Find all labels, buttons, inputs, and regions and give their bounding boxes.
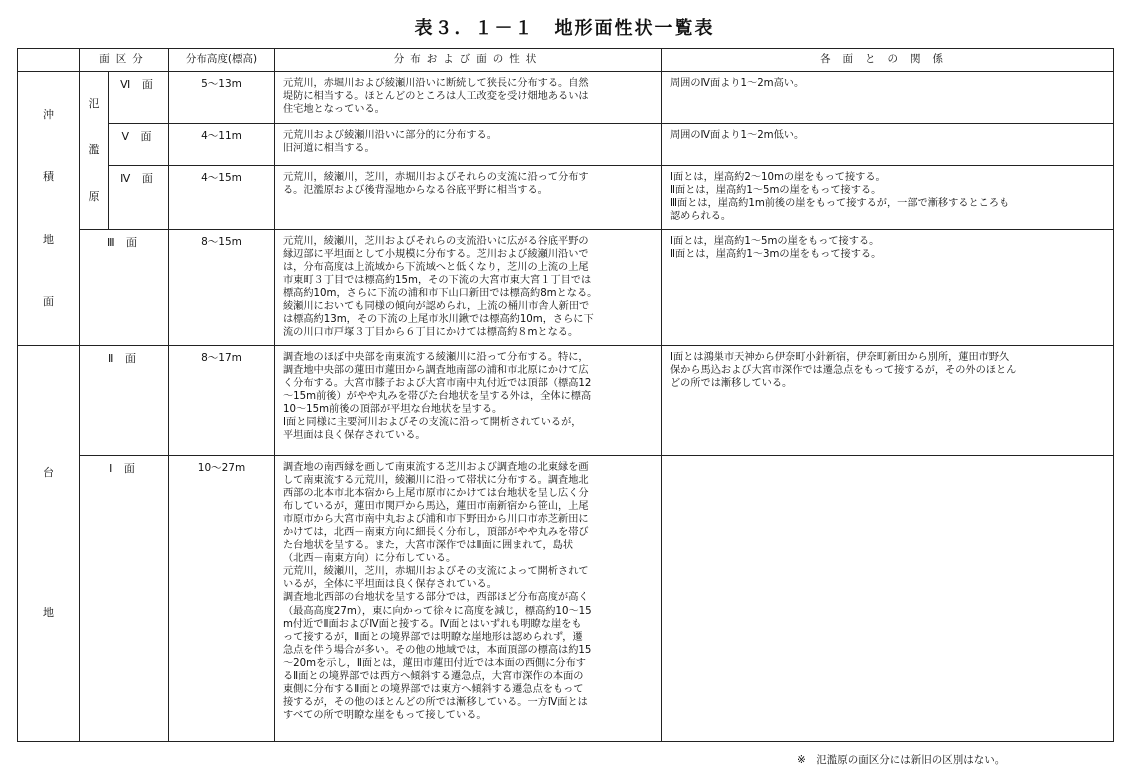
text-line: ～15m前後）がやや丸みを帯びた台地状を呈する外は，全体に標高 bbox=[283, 391, 592, 403]
props-cell bbox=[275, 124, 662, 166]
surface-name: Ⅴ 面 bbox=[109, 124, 169, 166]
surface-name: Ⅵ 面 bbox=[109, 72, 169, 124]
relation-cell bbox=[662, 456, 1114, 742]
category-char: 台 bbox=[43, 466, 54, 480]
text-line: は標高約13m，その下流の上尾市氷川鍬では標高約10m，さらに下 bbox=[283, 314, 594, 326]
text-line: 西部の北本市北本宿から上尾市原市にかけては台地状を呈し広く分 bbox=[283, 488, 589, 500]
props-cell bbox=[275, 72, 662, 124]
surface-name: Ⅳ 面 bbox=[109, 166, 169, 230]
text-line: 堤防に相当する。ほとんどのところは人工改変を受け畑地あるいは bbox=[283, 91, 589, 103]
surface-name: Ⅱ 面 bbox=[80, 346, 169, 456]
text-line: すべての所で明瞭な崖をもって接している。 bbox=[283, 709, 487, 721]
altitude-cell: 5～13m bbox=[169, 72, 275, 124]
text-line: く分布する。大宮市膝子および大宮市南中丸付近では頂部（標高12 bbox=[283, 378, 592, 390]
text-line: 流の川口市戸塚３丁目から６丁目にかけては標高約８mとなる。 bbox=[283, 327, 579, 339]
surface-name: Ⅲ 面 bbox=[80, 230, 169, 346]
text-line: 認められる。 bbox=[670, 211, 732, 223]
text-line: Ⅰ面とは，崖高約2～10mの崖をもって接する。 bbox=[670, 172, 886, 183]
category-char: 地 bbox=[43, 232, 54, 246]
category-char: 積 bbox=[43, 170, 54, 184]
text-line: 調査地中央部の蓮田市蓮田から調査地南部の浦和市北原にかけて広 bbox=[283, 365, 589, 377]
table-row bbox=[18, 124, 1114, 166]
altitude-cell: 8～17m bbox=[169, 346, 275, 456]
category-hanrangen bbox=[80, 72, 109, 230]
text-line: かけては，北西－南東方向に細長く分布し，頂部がやや丸みを帯び bbox=[283, 527, 589, 539]
props-cell bbox=[275, 456, 662, 742]
category-char: 氾 bbox=[88, 96, 100, 110]
text-line: 元荒川および綾瀬川沿いに部分的に分布する。 bbox=[283, 130, 497, 141]
props-cell bbox=[275, 166, 662, 230]
table-row bbox=[18, 456, 1114, 742]
header-relation: 各面との関係 bbox=[662, 49, 1114, 72]
text-line: m付近でⅡ面およびⅣ面と接する。Ⅳ面とはいずれも明瞭な崖をも bbox=[283, 618, 582, 630]
text-line: 周囲のⅣ面より1～2m高い。 bbox=[670, 78, 805, 89]
text-line: 10～15m前後の頂部が平坦な台地状を呈する。 bbox=[283, 404, 503, 416]
text-line: 平坦面は良く保存されている。 bbox=[283, 430, 426, 442]
relation-cell bbox=[662, 72, 1114, 124]
text-line: 調査地北西部の台地状を呈する部分では，西部ほど分布高度が高く bbox=[283, 592, 589, 604]
text-line: た台地状を呈する。また，大宮市深作ではⅡ面に囲まれて，島状 bbox=[283, 540, 574, 552]
table-row bbox=[18, 230, 1114, 346]
text-line: Ⅲ面とは，崖高約1m前後の崖をもって接するが，一部で漸移するところも bbox=[670, 198, 1010, 210]
category-char: 面 bbox=[43, 295, 54, 309]
header-class: 面区分 bbox=[80, 49, 169, 72]
text-line: して南東流する元荒川，綾瀬川に沿って帯状に分布する。調査地北 bbox=[283, 475, 589, 487]
text-line: どの所では漸移している。 bbox=[670, 378, 793, 390]
category-char: 濫 bbox=[88, 143, 100, 157]
props-cell bbox=[275, 346, 662, 456]
header-altitude: 分布高度(標高) bbox=[169, 49, 275, 72]
text-line: （北西－南東方向）に分布している。 bbox=[283, 553, 457, 565]
text-line: 住宅地となっている。 bbox=[283, 104, 385, 116]
text-line: Ⅱ面とは，崖高約1～3mの崖をもって接する。 bbox=[670, 249, 882, 261]
table-title: 表３．１－１ 地形面性状一覧表 bbox=[414, 18, 715, 39]
text-line: るⅡ面との境界部では西方へ傾斜する遷急点，大宮市深作の本面の bbox=[283, 670, 584, 682]
text-line: 元荒川，赤堀川および綾瀬川沿いに断続して狭長に分布する。自然 bbox=[283, 78, 589, 89]
relation-cell bbox=[662, 166, 1114, 230]
text-line: ～20mを示し，Ⅱ面とは，蓮田市蓮田付近では本面の西側に分布す bbox=[283, 657, 586, 669]
text-line: 布しているが，蓮田市関戸から馬込，蓮田市南新宿から笹山，上尾 bbox=[283, 501, 589, 513]
category-char: 沖 bbox=[43, 107, 54, 121]
altitude-cell: 4～11m bbox=[169, 124, 275, 166]
text-line: 調査地の南西縁を画して南東流する芝川および調査地の北東縁を画 bbox=[283, 462, 589, 473]
relation-cell bbox=[662, 346, 1114, 456]
category-daichi bbox=[18, 346, 80, 742]
table-row bbox=[18, 346, 1114, 456]
text-line: （最高高度27m），東に向かって徐々に高度を減じ，標高約10～15 bbox=[283, 605, 592, 617]
text-line: Ⅰ面とは鴻巣市天神から伊奈町小針新宿，伊奈町新田から別所，蓮田市野久 bbox=[670, 352, 1010, 363]
text-line: いるが，全体に平坦面は良く保存されている。 bbox=[283, 579, 497, 591]
relation-cell bbox=[662, 124, 1114, 166]
relation-cell bbox=[662, 230, 1114, 346]
text-line: Ⅱ面とは，崖高約1～5mの崖をもって接する。 bbox=[670, 185, 882, 197]
text-line: 調査地のほぼ中央部を南東流する綾瀬川に沿って分布する。特に， bbox=[283, 352, 589, 363]
altitude-cell: 10～27m bbox=[169, 456, 275, 742]
header-row bbox=[18, 49, 1114, 72]
text-line: 元荒川，綾瀬川，芝川，赤堀川およびその支流によって開析されて bbox=[283, 566, 589, 578]
text-line: 元荒川，綾瀬川，芝川，赤堀川およびそれらの支流に沿って分布す bbox=[283, 172, 589, 183]
text-line: は，分布高度は上流域から下流域へと低くなり，芝川の上流の上尾 bbox=[283, 262, 589, 274]
header-props: 分布および面の性状 bbox=[275, 49, 662, 72]
text-line: 縁辺部に平坦面として小規模に分布する。芝川および綾瀬川沿いで bbox=[283, 249, 589, 261]
footnote: ※ 氾濫原の面区分には新旧の区別はない。 bbox=[797, 754, 1006, 766]
terrain-table bbox=[17, 48, 1114, 742]
text-line: 東側に分布するⅡ面との境界部では東方へ傾斜する遷急点をもって bbox=[283, 683, 584, 695]
table-row bbox=[18, 166, 1114, 230]
text-line: 綾瀬川においても同様の傾向が認められ，上流の桶川市舎人新田で bbox=[283, 301, 590, 313]
text-line: 旧河道に相当する。 bbox=[283, 143, 375, 155]
text-line: 市東町３丁目では標高約15m，その下流の大宮市東大宮１丁目では bbox=[283, 275, 592, 287]
text-line: って接するが，Ⅱ面との境界部では明瞭な崖地形は認められず，遷 bbox=[283, 631, 583, 643]
altitude-cell: 8～15m bbox=[169, 230, 275, 346]
header-blank bbox=[18, 49, 80, 72]
text-line: 標高約10m，さらに下流の浦和市下山口新田では標高約8mとなる。 bbox=[283, 288, 598, 300]
text-line: 市原市から大宮市南中丸および浦和市下野田から川口市赤芝新田に bbox=[283, 514, 589, 526]
category-char: 地 bbox=[43, 606, 54, 620]
text-line: 保から馬込および大宮市深作では遷急点をもって接するが，その外のほとん bbox=[670, 365, 1017, 377]
text-line: 周囲のⅣ面より1～2m低い。 bbox=[670, 130, 805, 141]
surface-name: Ⅰ 面 bbox=[80, 456, 169, 742]
text-line: 接するが，その他のほとんどの所では漸移している。一方Ⅳ面とは bbox=[283, 696, 588, 708]
text-line: 元荒川，綾瀬川，芝川およびそれらの支流沿いに広がる谷底平野の bbox=[283, 236, 589, 247]
category-chuseki bbox=[18, 72, 80, 346]
table-row bbox=[18, 72, 1114, 124]
text-line: 急点を伴う場合が多い。その他の地域では，本面頂部の標高は約15 bbox=[283, 644, 592, 656]
category-char: 原 bbox=[88, 190, 100, 204]
props-cell bbox=[275, 230, 662, 346]
altitude-cell: 4～15m bbox=[169, 166, 275, 230]
text-line: る。氾濫原および後背湿地からなる谷底平野に相当する。 bbox=[283, 185, 548, 197]
text-line: Ⅰ面とは，崖高約1～5mの崖をもって接する。 bbox=[670, 236, 880, 247]
text-line: Ⅰ面と同様に主要河川およびその支流に沿って開析されているが， bbox=[283, 417, 582, 429]
